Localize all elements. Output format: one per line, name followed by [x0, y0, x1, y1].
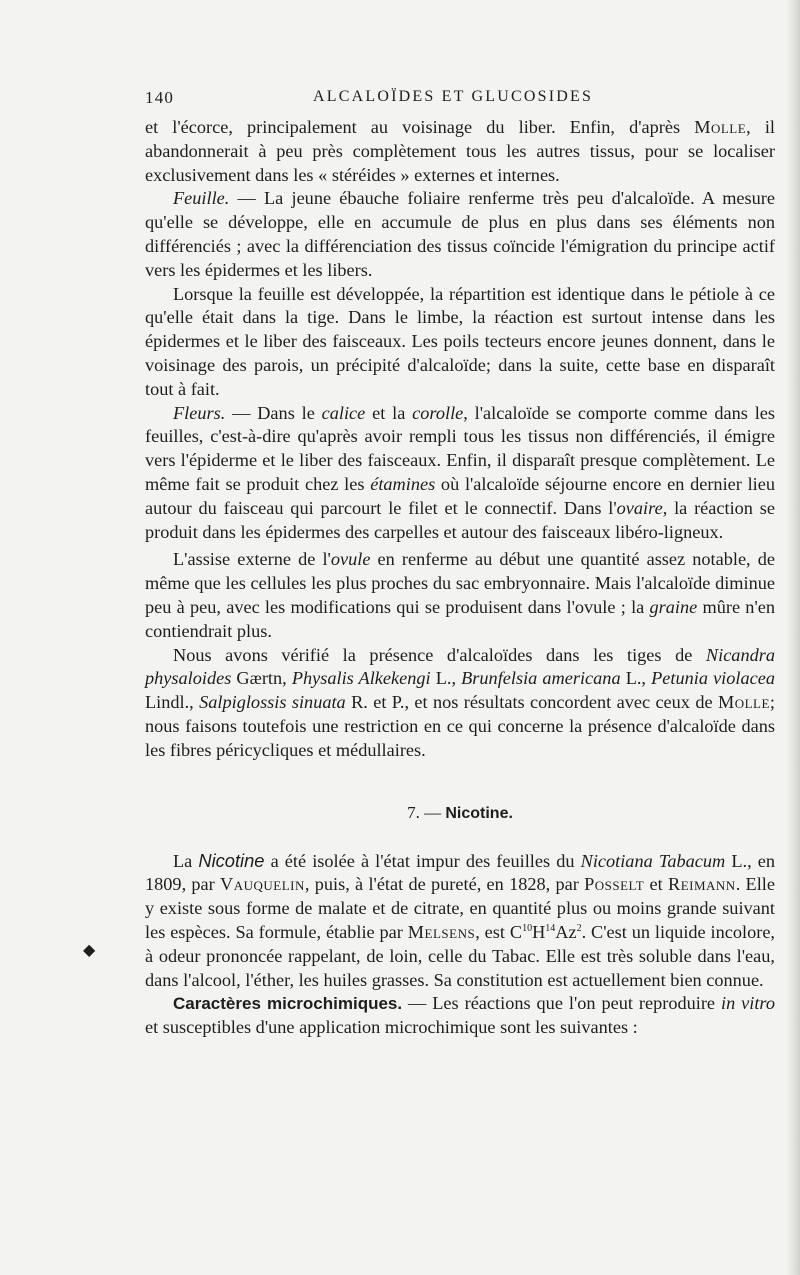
section-heading-nicotine: 7. — Nicotine.	[407, 802, 513, 822]
paragraph-nicotine: La Nicotine a été isolée à l'état impur des feuilles du Nicotiana Tabacum L., en 1809, par Vauquelin, puis, à l'état de pureté, en 1828, par Posselt et Reimann. Elle y existe sous forme de malate et de citrate, en quantité plus ou moins grande suivant les espèces. Sa formule, établie par Melsens, est $C^{10}H^{14}Az^2$. C'est un liquide incolore, à odeur prononcée rappelant, de loin, celle du Tabac. Elle est très soluble dans l'eau, dans l'alcool, l'éther, les huiles grasses. Sa constitution est actuellement bien connue.	[145, 849, 776, 990]
subheading-fleurs: Fleurs.	[173, 402, 226, 423]
author-name: Molle	[694, 117, 747, 137]
running-title: ALCALOÏDES ET GLUCOSIDES	[313, 88, 594, 105]
page-number: 140	[145, 88, 175, 107]
paragraph-verification: Nous avons vérifié la présence d'alcaloïdes dans les tiges de Nicandra physaloides Gærtn, Physalis Alkekengi L., Brunfelsia americana L., Petunia violacea Lindl., Salpiglossis sinuata R. et P., et nos résultats concordent avec ceux de Molle; nous faisons toutefois une restriction en ce qui concerne la présence d'alcaloïde dans les fibres péricycliques et médullaires.	[145, 644, 775, 760]
paragraph-ovule: L'assise externe de l'ovule en renferme au début une quantité assez notable, de même que les cellules les plus proches du sac embryonnaire. Mais l'alcaloïde diminue peu à peu, avec les modifications qui se produisent dans l'ovule ; la graine mûre n'en contiendrait plus.	[145, 549, 775, 641]
author-name: Molle	[717, 692, 770, 713]
subheading-microchimiques: Caractères microchimiques.	[173, 994, 403, 1014]
paragraph-ecorce: et l'écorce, principalement au voisinage du liber. Enfin, d'après Molle, il abandonnerait à peu près complètement tous les autres tissus, pour se localiser exclusivement dans les « stéréides » externes et internes.	[145, 117, 775, 185]
running-header	[145, 88, 775, 116]
margin-bullet-mark: ◆	[83, 942, 96, 959]
paragraph-microchimiques: Caractères microchimiques. — Les réactions que l'on peut reproduire in vitro et susceptibles d'une application microchimique sont les suivantes :	[145, 993, 775, 1038]
paragraph-fleurs: Fleurs. — Dans le calice et la corolle, l'alcaloïde se comporte comme dans les feuilles, c'est-à-dire qu'après avoir rempli tous les tissus non différenciés, il émigre vers l'épiderme et le liber des faisceaux. Enfin, il disparaît presque complètement. Le même fait se produit chez les étamines où l'alcaloïde séjourne encore en dernier lieu autour du faisceau qui parcourt le filet et le connectif. Dans l'ovaire, la réaction se produit dans les épidermes des carpelles et autour des faisceaux libéro-ligneux.	[145, 402, 775, 542]
subheading-feuille: Feuille.	[173, 188, 230, 209]
page-text	[145, 88, 775, 1040]
paragraph-limbe: Lorsque la feuille est développée, la répartition est identique dans le pétiole à ce qu'elle était dans la tige. Dans le limbe, la réaction est surtout intense dans les épidermes et le liber des faisceaux. Les poils tecteurs encore jeunes donnent, dans le voisinage des parois, un précipité d'alcaloïde; dans la suite, cette base en disparaît tout à fait.	[145, 283, 775, 399]
page-edge-shadow	[786, 0, 800, 1275]
paragraph-feuille: Feuille. — La jeune ébauche foliaire renferme très peu d'alcaloïde. A mesure qu'elle se développe, elle en accumule de plus en plus dans ses éléments non différenciés ; avec la différenciation des tissus coïncide l'émigration du principe actif vers les épidermes et les libers.	[145, 188, 775, 280]
